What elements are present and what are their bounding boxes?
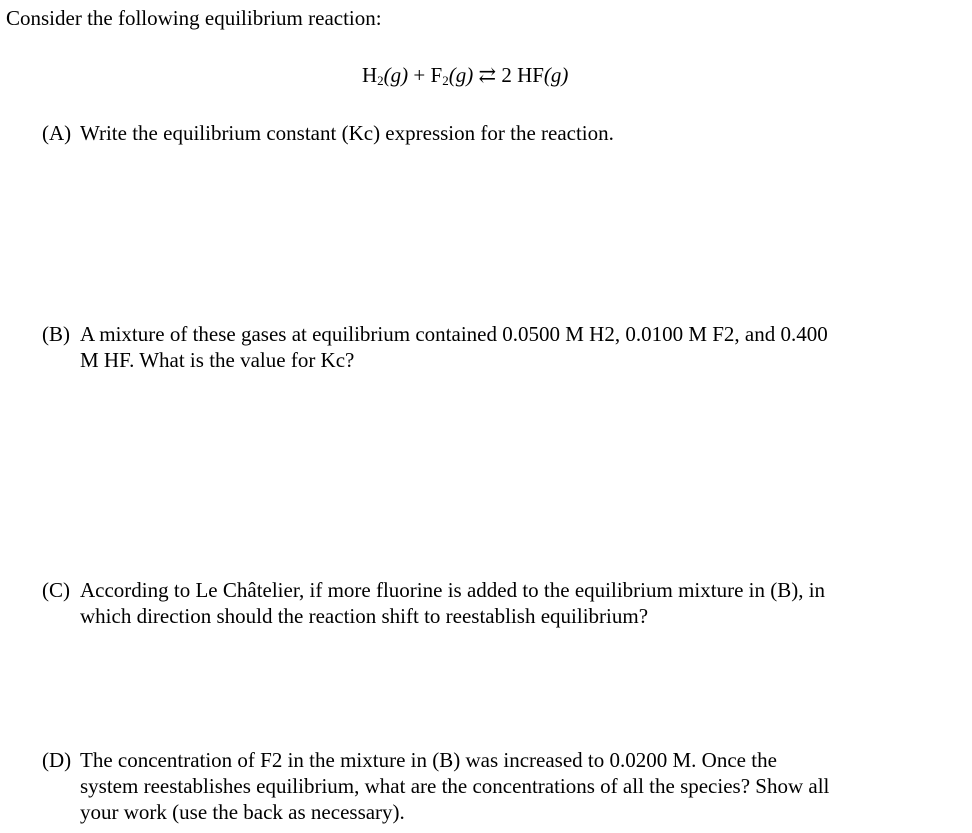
question-b-label: (B) [42, 322, 70, 346]
question-c-label: (C) [42, 578, 70, 602]
question-a-label: (A) [42, 121, 72, 145]
question-b [42, 321, 967, 373]
question-a-text: Write the equilibrium constant (Kc) expression for the reaction. [80, 121, 614, 145]
question-d-text: The concentration of F2 in the mixture in (B) was increased to 0.0200 M. Once the system reestablishes equilibrium, what are the concentrations of all the species? Show all your work (use the back as necessary). [80, 748, 830, 824]
h-subscript: 2 [377, 73, 384, 88]
question-c-text: According to Le Châtelier, if more fluorine is added to the equilibrium mixture in (B), in which direction should the reaction shift to reestablish equilibrium? [80, 578, 826, 628]
gas-state-2: (g) [448, 63, 474, 87]
gas-state-1: (g) [383, 63, 409, 87]
question-d-label: (D) [42, 748, 72, 772]
gas-state-3: (g) [543, 63, 569, 87]
question-b-text: A mixture of these gases at equilibrium contained 0.0500 M H2, 0.0100 M F2, and 0.400 M HF. What is the value for Kc? [80, 322, 828, 372]
equilibrium-arrow-icon: ⇄ [473, 63, 502, 87]
h-symbol: H [362, 63, 378, 87]
question-c [42, 577, 967, 629]
product: 2 HF [501, 63, 544, 87]
intro-text: Consider the following equilibrium reaction: [6, 6, 382, 30]
question-d [42, 747, 967, 825]
f-subscript: 2 [442, 73, 449, 88]
question-a [42, 120, 967, 146]
f-symbol: F [430, 63, 443, 87]
plus-sign: + [408, 63, 431, 87]
reaction-equation [362, 62, 568, 88]
